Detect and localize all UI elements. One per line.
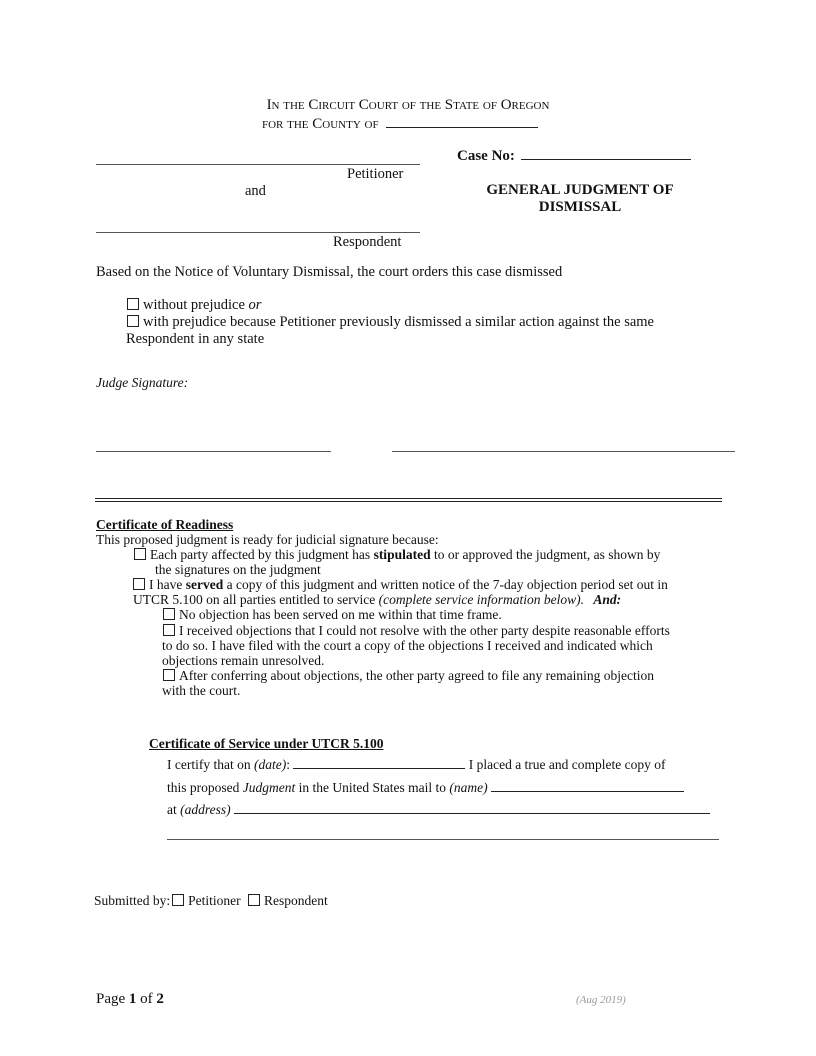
section-divider-top: [95, 498, 722, 499]
order-intro: Based on the Notice of Voluntary Dismissal, the court orders this case dismissed: [96, 264, 563, 280]
no-objection-text: No objection has been served on me within that time frame.: [179, 607, 502, 622]
page-total: 2: [156, 991, 164, 1007]
page-current: 1: [128, 991, 137, 1007]
case-number: [457, 148, 691, 165]
objections-received-text-cont2: objections remain unresolved.: [162, 653, 325, 668]
conferred-text-cont: with the court.: [162, 683, 241, 698]
county-field[interactable]: [386, 126, 538, 128]
service-line-date: [167, 757, 666, 773]
at-text: at: [167, 802, 177, 817]
placed-copy-text: I placed a true and complete copy of: [468, 757, 666, 772]
petitioner-line[interactable]: [96, 164, 420, 165]
served-bold: served: [185, 577, 224, 592]
served-text-cont: [133, 592, 621, 608]
readiness-sub-no-objection: [163, 607, 502, 623]
case-no-field[interactable]: [521, 158, 691, 160]
revision-date: (Aug 2019): [576, 994, 626, 1006]
submitted-by-label: Submitted by:: [94, 893, 171, 908]
objections-received-checkbox[interactable]: [163, 624, 175, 636]
objections-received-text: I received objections that I could not resolve with the other party despite reasonable efforts: [179, 623, 670, 638]
name-label: (name): [449, 780, 488, 795]
respondent-label: Respondent: [333, 234, 402, 250]
date-label: (date): [253, 757, 287, 772]
respondent-line[interactable]: [96, 232, 420, 233]
submitted-petitioner-label: Petitioner: [188, 893, 241, 908]
or-text: or: [248, 297, 262, 313]
served-checkbox[interactable]: [133, 578, 145, 590]
mail-to-text: in the United States mail to: [298, 780, 446, 795]
option-with-prejudice: [127, 314, 654, 331]
service-heading: Certificate of Service under UTCR 5.100: [149, 736, 384, 751]
option-without-prejudice: [127, 297, 261, 314]
service-address-field[interactable]: [234, 812, 710, 814]
page-number: [96, 991, 164, 1008]
readiness-sub-objections-received: [163, 623, 670, 639]
proposed-text: this proposed: [167, 780, 240, 795]
petitioner-label: Petitioner: [347, 166, 404, 182]
county-label: for the County of: [262, 116, 379, 132]
without-prejudice-text: without prejudice: [143, 297, 245, 313]
court-heading: In the Circuit Court of the State of Oregon: [266, 97, 550, 113]
conferred-checkbox[interactable]: [163, 669, 175, 681]
stipulated-text-cont: the signatures on the judgment: [155, 562, 321, 577]
county-heading: [262, 116, 538, 133]
section-divider-bottom: [95, 501, 722, 502]
stipulated-bold: stipulated: [373, 547, 431, 562]
document-title-line2: DISMISSAL: [538, 199, 622, 215]
served-text-post: a copy of this judgment and written notice of the 7-day objection period set out in: [226, 577, 668, 592]
address-label: (address): [180, 802, 231, 817]
document-title-line1: GENERAL JUDGMENT OF: [486, 182, 674, 198]
service-line-address: [167, 802, 710, 818]
certify-text: I certify that on: [167, 757, 251, 772]
judge-date-line[interactable]: [392, 451, 735, 452]
service-date-field[interactable]: [293, 767, 465, 769]
objections-received-text-cont1: to do so. I have filed with the court a copy of the objections I received and indicated which: [162, 638, 653, 653]
submitted-respondent-checkbox[interactable]: [248, 894, 260, 906]
page-word: Page: [96, 991, 126, 1007]
date-colon: :: [286, 757, 290, 772]
readiness-item-served: [133, 577, 668, 593]
stipulated-checkbox[interactable]: [134, 548, 146, 560]
served-text-pre: I have: [149, 577, 183, 592]
readiness-intro: This proposed judgment is ready for judicial signature because:: [96, 532, 439, 547]
and-label: and: [245, 183, 266, 199]
with-prejudice-text-cont: Respondent in any state: [126, 331, 265, 347]
of-word: of: [140, 991, 153, 1007]
service-line-name: [167, 780, 684, 796]
stipulated-text-pre: Each party affected by this judgment has: [150, 547, 371, 562]
readiness-item-stipulated: [134, 547, 660, 563]
service-name-field[interactable]: [491, 790, 684, 792]
without-prejudice-checkbox[interactable]: [127, 298, 139, 310]
with-prejudice-text: with prejudice because Petitioner previously dismissed a similar action against the same: [143, 314, 654, 330]
readiness-heading: Certificate of Readiness: [96, 517, 234, 532]
with-prejudice-checkbox[interactable]: [127, 315, 139, 327]
submitted-by: [94, 893, 328, 909]
submitted-respondent-label: Respondent: [264, 893, 328, 908]
conferred-text: After conferring about objections, the other party agreed to file any remaining objection: [179, 668, 654, 683]
served-utcr-text: UTCR 5.100 on all parties entitled to service: [133, 592, 376, 607]
judgment-word: Judgment: [242, 780, 296, 795]
stipulated-text-post: to or approved the judgment, as shown by: [433, 547, 661, 562]
submitted-petitioner-checkbox[interactable]: [172, 894, 184, 906]
service-address-line2[interactable]: [167, 839, 719, 840]
no-objection-checkbox[interactable]: [163, 608, 175, 620]
served-complete-info: (complete service information below).: [378, 592, 585, 607]
judge-signature-label: Judge Signature:: [96, 375, 189, 390]
served-and: And:: [593, 592, 622, 607]
case-no-label: Case No:: [457, 148, 515, 164]
judge-signature-line[interactable]: [96, 451, 331, 452]
readiness-sub-conferred: [163, 668, 654, 684]
